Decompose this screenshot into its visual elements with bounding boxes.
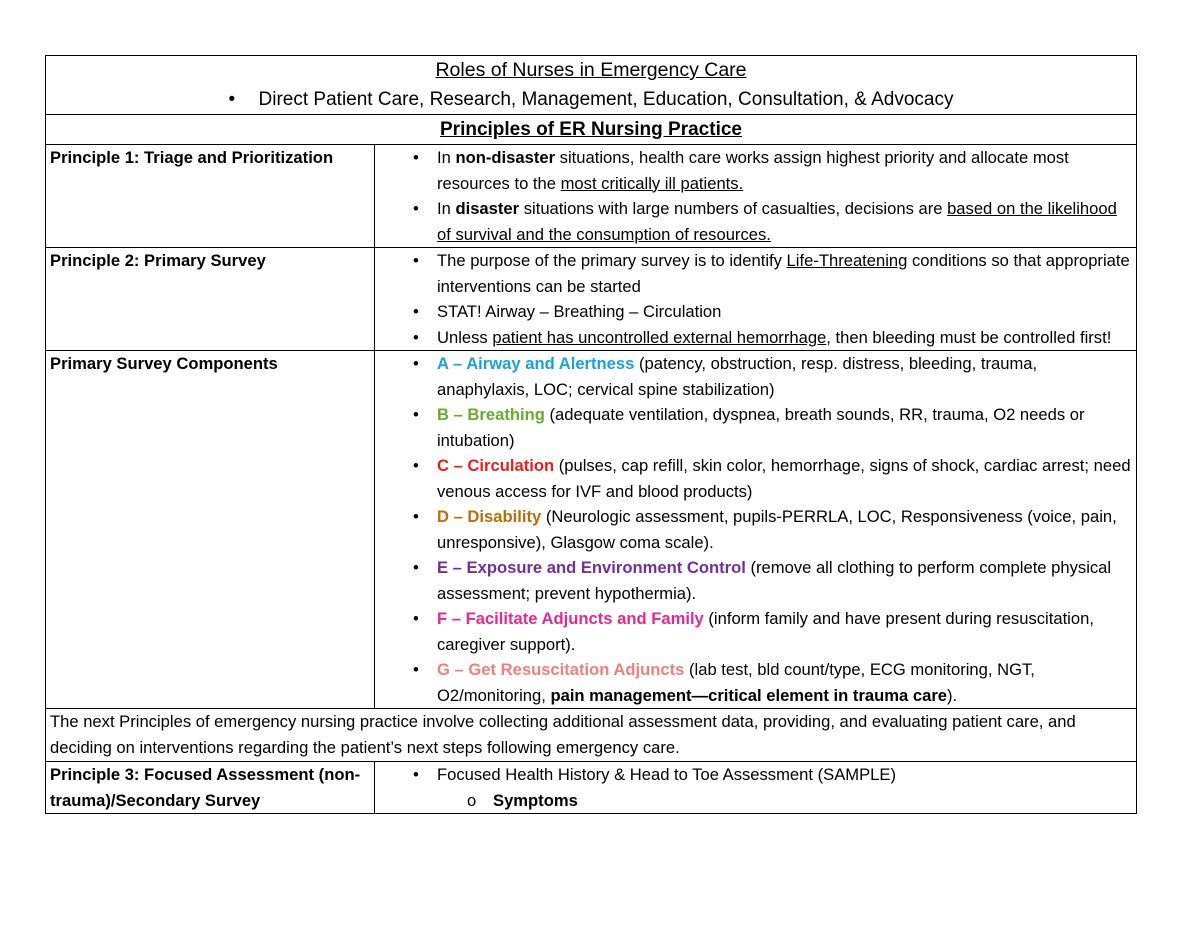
principle-1-label: Principle 1: Triage and Prioritization — [46, 145, 375, 248]
er-nursing-table — [45, 55, 1137, 814]
component-heading: A – Airway and Alertness — [437, 354, 635, 373]
next-principles-row — [46, 709, 1137, 762]
next-principles-cell: The next Principles of emergency nursing practice involve collecting additional assessment data, providing, and evaluating patient care, and deciding on interventions regarding the patient’s next steps following emergency care. — [46, 709, 1137, 762]
components-list — [379, 351, 1132, 708]
text-run: situations, health care works assign highest priority and allocate most resources to the — [437, 148, 1069, 193]
roles-item: • Direct Patient Care, Research, Management, Education, Consultation, & Advocacy — [229, 85, 954, 114]
component-text: ). — [947, 685, 958, 705]
section-header-row — [46, 115, 1137, 145]
title-cell — [46, 56, 1137, 115]
component-heading: G – Get Resuscitation Adjuncts — [437, 660, 685, 679]
list-item — [437, 196, 1132, 247]
principle-1-row — [46, 145, 1137, 248]
text-run: disaster — [455, 199, 520, 218]
text-run: In — [437, 148, 456, 167]
text-run: Life-Threatening — [786, 251, 908, 270]
roles-list — [229, 85, 954, 114]
component-item — [437, 351, 1132, 402]
section-header-cell — [46, 115, 1137, 145]
principle-3-sublist — [437, 788, 1132, 814]
doc-title: Roles of Nurses in Emergency Care — [435, 59, 747, 81]
list-item: • STAT! Airway – Breathing – Circulation — [437, 299, 1132, 325]
component-text: (remove all clothing to perform complete physical assessment; prevent hypothermia). — [437, 558, 1112, 603]
principle-2-content — [375, 248, 1137, 351]
component-item — [437, 657, 1132, 708]
text-run: situations with large numbers of casualties, decisions are — [519, 199, 948, 218]
component-item — [437, 453, 1132, 504]
component-text: (Neurologic assessment, pupils-PERRLA, LOC, Responsiveness (voice, pain, unresponsive), Glasgow coma scale). — [437, 507, 1117, 552]
list-item — [437, 248, 1132, 299]
principle-3-label: Principle 3: Focused Assessment (non-trauma)/Secondary Survey — [46, 762, 375, 814]
principle-2-row — [46, 248, 1137, 351]
text-run: most critically ill patients. — [560, 173, 744, 193]
text-run: conditions so that appropriate interventions can be started — [437, 251, 1130, 296]
component-emphasis: pain management—critical element in trauma care — [550, 685, 948, 705]
text-run: based on the likelihood of survival and the consumption of resources. — [437, 199, 1117, 244]
text-run: Unless — [437, 327, 493, 347]
text-run: patient has uncontrolled external hemorrhage — [492, 327, 827, 347]
principle-2-label: Principle 2: Primary Survey — [46, 248, 375, 351]
component-item — [437, 402, 1132, 453]
components-row — [46, 351, 1137, 709]
text-run: non-disaster — [455, 148, 556, 167]
section-title: Principles of ER Nursing Practice — [440, 119, 742, 140]
components-content — [375, 351, 1137, 709]
component-heading: E – Exposure and Environment Control — [437, 558, 746, 577]
component-text: (lab test, bld count/type, ECG monitoring, NGT, O2/monitoring, — [437, 660, 1035, 705]
principle-2-list — [379, 248, 1132, 350]
component-item — [437, 555, 1132, 606]
principle-3-content — [375, 762, 1137, 814]
component-heading: C – Circulation — [437, 456, 555, 475]
component-text: (inform family and have present during resuscitation, caregiver support). — [437, 609, 1094, 654]
component-item — [437, 504, 1132, 555]
list-item — [437, 145, 1132, 196]
components-label: Primary Survey Components — [46, 351, 375, 709]
component-text: (adequate ventilation, dyspnea, breath sounds, RR, trauma, O2 needs or intubation) — [437, 405, 1085, 450]
text-run: In — [437, 199, 456, 218]
list-item — [437, 325, 1132, 351]
list-item — [437, 762, 1132, 813]
principle-3-row — [46, 762, 1137, 814]
title-row — [46, 56, 1137, 115]
component-item — [437, 606, 1132, 657]
component-heading: D – Disability — [437, 507, 542, 526]
text-run: The purpose of the primary survey is to identify — [437, 251, 787, 270]
principle-1-content — [375, 145, 1137, 248]
component-text: (pulses, cap refill, skin color, hemorrhage, signs of shock, cardiac arrest; need venous access for IVF and blood products) — [437, 456, 1131, 501]
component-heading: B – Breathing — [437, 405, 545, 424]
sub-list-item: o Symptoms — [493, 788, 1132, 814]
text-run: , then bleeding must be controlled first! — [826, 327, 1112, 347]
principle-3-list — [379, 762, 1132, 813]
component-text: (patency, obstruction, resp. distress, bleeding, trauma, anaphylaxis, LOC; cervical spine stabilization) — [437, 354, 1038, 399]
component-heading: F – Facilitate Adjuncts and Family — [437, 609, 704, 628]
text-run: Focused Health History & Head to Toe Assessment (SAMPLE) — [437, 765, 896, 784]
principle-1-list — [379, 145, 1132, 247]
